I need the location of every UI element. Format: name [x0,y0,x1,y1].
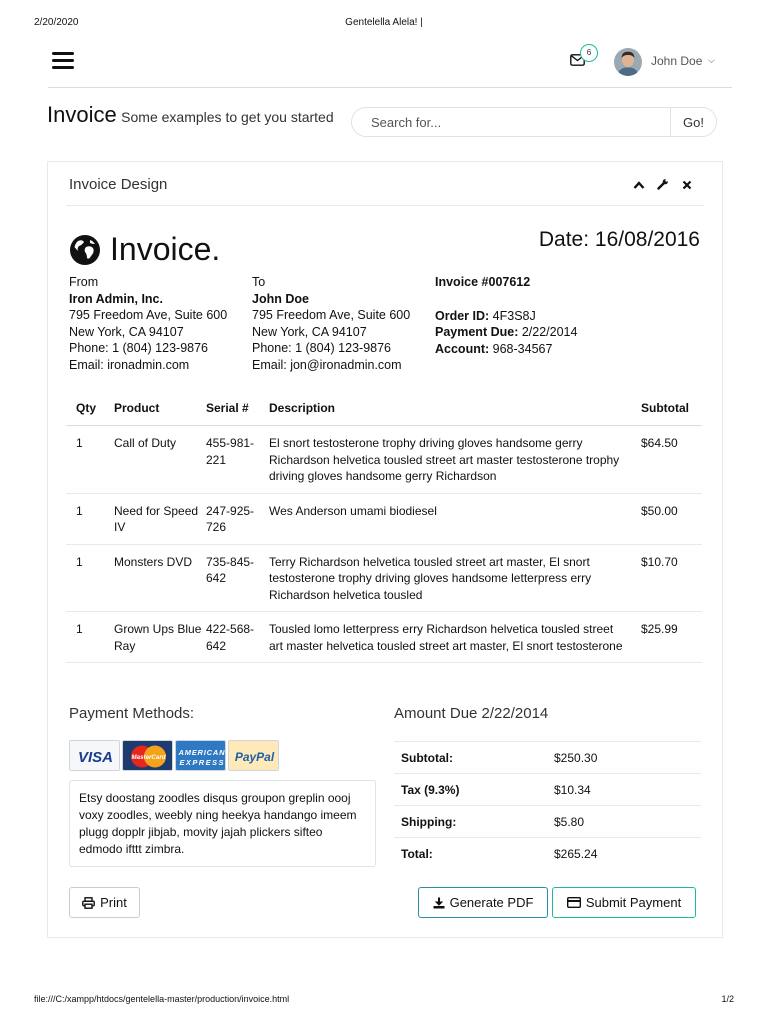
submit-payment-label: Submit Payment [585,895,682,910]
payment-due-value: 2/22/2014 [521,325,578,339]
description-cell: El snort testosterone trophy driving gloves handsome gerry Richardson helvetica tousled street art master testosterone trophy driving gloves handsome gerry Richardson [269,426,641,494]
table-row [394,774,701,806]
print-page-number: 1/2 [721,994,734,1004]
chevron-down-icon[interactable]: ⌵ [708,55,715,65]
table-header-row [66,393,702,426]
top-navbar [48,36,732,88]
collapse-chevron-up-icon[interactable] [632,178,646,193]
qty-cell: 1 [66,612,114,663]
page-title-heading: Invoice [47,102,117,127]
panel-toolbar [632,178,694,193]
order-id-label: Order ID: [435,308,490,323]
generate-pdf-button[interactable] [418,887,548,918]
to-street: 795 Freedom Ave, Suite 600 [252,308,411,322]
serial-cell: 455-981-221 [206,426,269,494]
serial-cell: 247-925-726 [206,493,269,544]
totals-value: $250.30 [547,742,701,774]
divider [66,205,704,206]
invoice-items-table [66,393,702,663]
menu-toggle-icon[interactable] [52,52,74,70]
invoice-date: Date: 16/08/2016 [538,228,700,251]
from-phone: Phone: 1 (804) 123-9876 [69,341,208,355]
from-email: Email: ironadmin.com [69,357,190,372]
column-header: Qty [66,393,114,426]
to-email: Email: jon@ironadmin.com [252,357,402,372]
table-row [394,838,701,870]
column-header: Description [269,393,641,426]
globe-icon [69,234,101,266]
paypal-logo [228,740,279,771]
payment-methods-title: Payment Methods: [69,705,195,722]
to-name: John Doe [252,291,309,306]
table-row [66,544,702,612]
to-phone: Phone: 1 (804) 123-9876 [252,341,391,355]
totals-label: Subtotal: [394,742,547,774]
invoice-meta [435,274,577,357]
subtotal-cell: $10.70 [641,544,702,612]
subtotal-cell: $25.99 [641,612,702,663]
serial-cell: 422-568-642 [206,612,269,663]
invoice-heading-text: Invoice. [110,231,221,267]
to-city: New York, CA 94107 [252,324,367,339]
print-page-title: Gentelella Alela! | [345,17,423,28]
amount-due-title: Amount Due 2/22/2014 [394,705,549,722]
description-cell: Wes Anderson umami biodiesel [269,493,641,544]
serial-cell: 735-845-642 [206,544,269,612]
invoice-panel [47,161,723,938]
table-row [66,493,702,544]
totals-label: Total: [394,838,547,870]
totals-value: $5.80 [547,806,701,838]
svg-text:VISA: VISA [77,749,114,766]
print-url: file:///C:/xampp/htdocs/gentelella-master/production/invoice.html [34,994,290,1004]
notification-count-badge: 6 [580,44,598,62]
from-name: Iron Admin, Inc. [69,291,163,306]
user-menu-name[interactable]: John Doe [651,54,703,68]
description-cell: Terry Richardson helvetica tousled street art master, El snort testosterone trophy driving gloves handsome letterpress erry Richardson helvetica tousled [269,544,641,612]
print-header [0,17,768,31]
page-subtitle: Some examples to get you started [121,109,334,125]
totals-label: Tax (9.3%) [394,774,547,806]
table-row [66,612,702,663]
order-id-value: 4F3S8J [492,308,536,323]
generate-pdf-label: Generate PDF [449,895,534,910]
subtotal-cell: $50.00 [641,493,702,544]
table-row [394,806,701,838]
credit-card-icon [567,897,581,908]
to-address [252,274,410,373]
product-cell: Monsters DVD [114,544,206,612]
svg-text:PayPal: PayPal [234,750,275,764]
table-row [394,742,701,774]
from-address [69,274,227,373]
from-street: 795 Freedom Ave, Suite 600 [69,308,228,322]
american-express-logo [175,740,226,771]
subtotal-cell: $64.50 [641,426,702,494]
from-label: From [69,275,99,289]
invoice-number: Invoice #007612 [435,275,531,289]
totals-label: Shipping: [394,806,547,838]
totals-value: $265.24 [547,838,701,870]
download-icon [433,897,445,909]
column-header: Serial # [206,393,269,426]
avatar[interactable] [614,48,642,76]
totals-value: $10.34 [547,774,701,806]
account-value: 968-34567 [492,341,553,356]
search-input[interactable] [352,108,670,136]
search-go-button[interactable]: Go! [670,108,716,136]
svg-text:MasterCard: MasterCard [131,754,166,761]
description-cell: Tousled lomo letterpress erry Richardson helvetica tousled street art master helvetica tousled street art master, El snort testosterone [269,612,641,663]
product-cell: Grown Ups Blue Ray [114,612,206,663]
search-bar [351,107,717,137]
panel-title: Invoice Design [69,176,168,193]
submit-payment-button[interactable] [552,887,696,918]
table-row [66,426,702,494]
account-label: Account: [435,341,490,356]
wrench-icon[interactable] [656,178,670,193]
page-title [47,103,337,130]
qty-cell: 1 [66,426,114,494]
print-button-label: Print [100,895,127,910]
visa-logo [69,740,120,771]
payment-due-label: Payment Due: [435,325,519,339]
printer-icon [82,897,95,909]
mastercard-logo [122,740,173,771]
invoice-heading [69,231,220,268]
totals-table [394,741,701,870]
payment-card-logos [69,740,279,771]
to-label: To [252,275,266,289]
svg-text:EXPRESS: EXPRESS [179,758,224,767]
qty-cell: 1 [66,493,114,544]
column-header: Subtotal [641,393,702,426]
product-cell: Call of Duty [114,426,206,494]
from-city: New York, CA 94107 [69,324,184,339]
print-date: 2/20/2020 [34,17,79,28]
notifications-button[interactable] [570,48,596,74]
qty-cell: 1 [66,544,114,612]
product-cell: Need for Speed IV [114,493,206,544]
payment-note: Etsy doostang zoodles disqus groupon greplin oooj voxy zoodles, weebly ning heekya handango imeem plugg dopplr jibjab, movity jajah plickers sifteo edmodo ifttt zimbra. [69,780,376,867]
column-header: Product [114,393,206,426]
svg-text:AMERICAN: AMERICAN [178,748,225,757]
print-button[interactable] [69,887,140,918]
close-icon[interactable] [680,178,694,193]
